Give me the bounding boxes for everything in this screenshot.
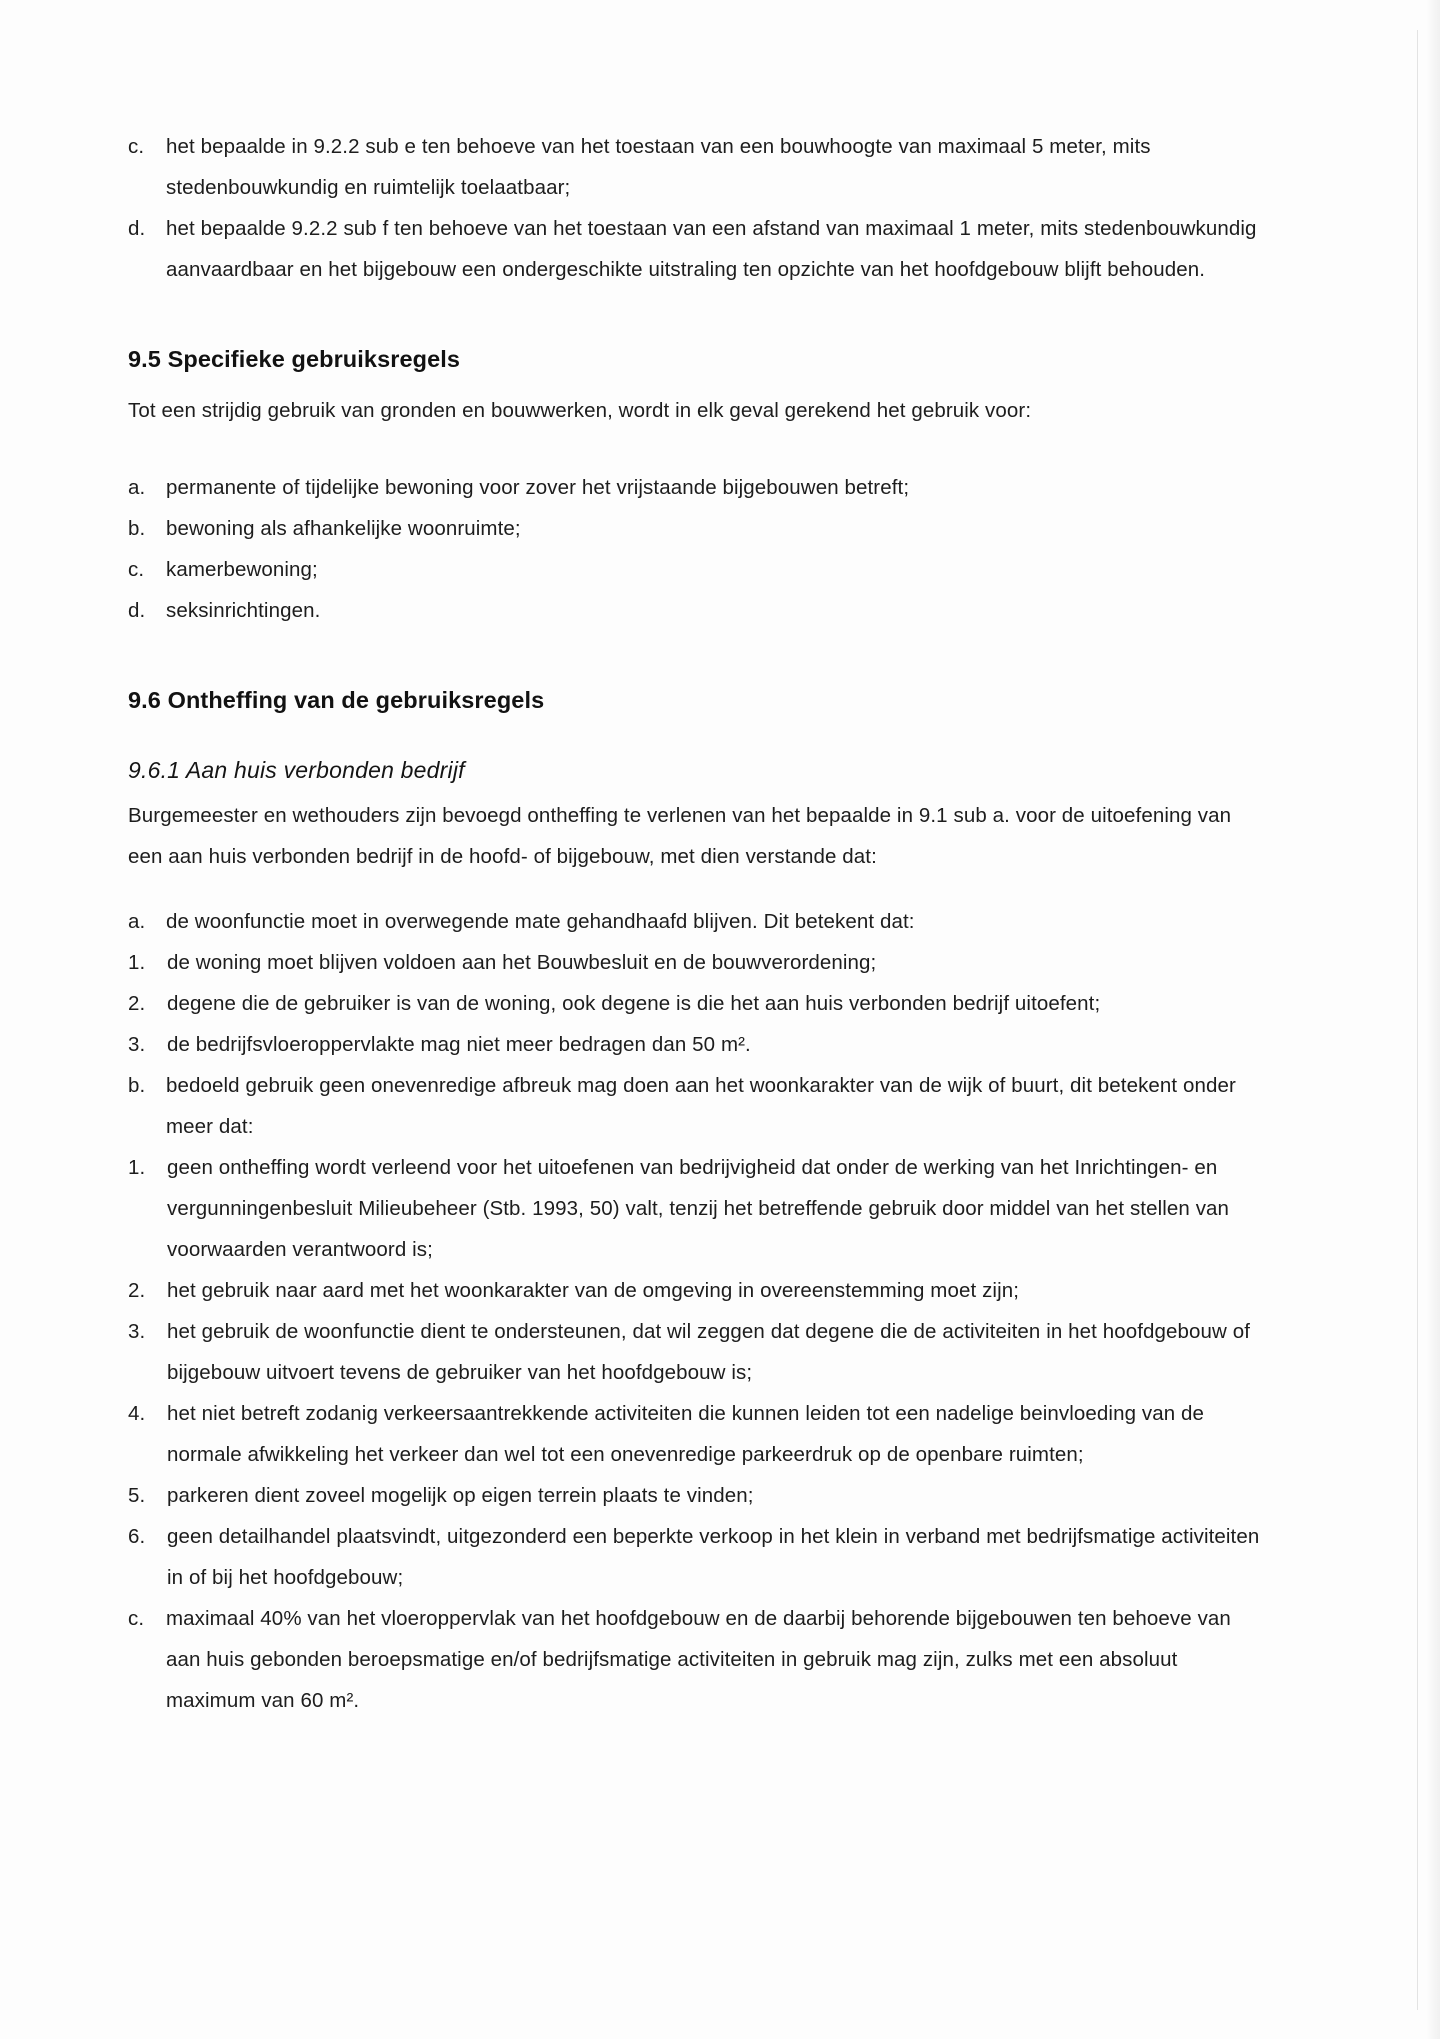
list-item-text: het gebruik de woonfunctie dient te ondersteunen, dat wil zeggen dat degene die de activiteiten in het hoofdgebouw of bijgebouw uitvoert tevens de gebruiker van het hoofdgebouw is; (167, 1320, 1251, 1384)
list-item-text: geen detailhandel plaatsvindt, uitgezonderd een beperkte verkoop in het klein in verband met bedrijfsmatige activiteiten in of bij het hoofdgebouw; (167, 1525, 1260, 1589)
subsection-heading-9-6-1: 9.6.1 Aan huis verbonden bedrijf (128, 757, 465, 783)
list-item (128, 1270, 1268, 1311)
list-item-text: seksinrichtingen. (166, 599, 321, 622)
list-item-text: kamerbewoning; (166, 558, 318, 581)
spacer (128, 717, 1268, 753)
list-marker: a. (128, 910, 146, 933)
list-item-text: parkeren dient zoveel mogelijk op eigen terrein plaats te vinden; (167, 1484, 754, 1507)
nested-list-container (128, 1147, 1268, 1598)
list-marker: 4. (128, 1402, 146, 1425)
spacer (128, 290, 1268, 342)
list-item (128, 467, 1268, 508)
list-marker: 2. (128, 992, 146, 1015)
list-item-text: degene die de gebruiker is van de woning, ook degene is die het aan huis verbonden bedrijf uitoefent; (167, 992, 1101, 1015)
list-item (128, 590, 1268, 631)
section-9-5-list (128, 467, 1268, 631)
list-item (128, 901, 1268, 942)
list-marker: c. (128, 558, 145, 581)
list-marker: 6. (128, 1525, 146, 1548)
list-item-text: de bedrijfsvloeroppervlakte mag niet meer bedragen dan 50 m². (167, 1033, 751, 1056)
section-heading-9-6: 9.6 Ontheffing van de gebruiksregels (128, 687, 545, 713)
subsection-9-6-1-intro: Burgemeester en wethouders zijn bevoegd ontheffing te verlenen van het bepaalde in 9.1 sub a. voor de uitoefening van een aan huis verbonden bedrijf in de hoofd- of bijgebouw, met dien verstande dat: (128, 804, 1232, 868)
list-marker: 2. (128, 1279, 146, 1302)
scan-edge-line (1417, 30, 1418, 2010)
list-item (128, 1147, 1268, 1270)
list-item (128, 1475, 1268, 1516)
list-marker: d. (128, 599, 146, 622)
list-item (128, 508, 1268, 549)
nested-list-container (128, 942, 1268, 1065)
list-item-text: bewoning als afhankelijke woonruimte; (166, 517, 521, 540)
list-marker: c. (128, 1607, 145, 1630)
list-item (128, 549, 1268, 590)
list-item-text: het bepaalde in 9.2.2 sub e ten behoeve van het toestaan van een bouwhoogte van maximaal 5 meter, mits stedenbouwkundig en ruimtelijk toelaatbaar; (166, 135, 1151, 199)
list-item (128, 983, 1268, 1024)
nested-list (128, 942, 1268, 1065)
list-item-text: het niet betreft zodanig verkeersaantrekkende activiteiten die kunnen leiden tot een nadelige beinvloeding van de normale afwikkeling het verkeer dan wel tot een onevenredige parkeerdruk op de openbare ruimten; (167, 1402, 1205, 1466)
spacer (128, 376, 1268, 390)
list-item (128, 1024, 1268, 1065)
list-item-text: permanente of tijdelijke bewoning voor zover het vrijstaande bijgebouwen betreft; (166, 476, 910, 499)
list-item (128, 1598, 1268, 1721)
list-marker: 3. (128, 1320, 146, 1343)
section-9-5-intro: Tot een strijdig gebruik van gronden en bouwwerken, wordt in elk geval gerekend het gebruik voor: (128, 399, 1032, 422)
list-marker: 5. (128, 1484, 146, 1507)
list-item (128, 126, 1268, 208)
list-marker: 1. (128, 1156, 146, 1179)
list-item (128, 942, 1268, 983)
list-item (128, 1516, 1268, 1598)
list-marker: b. (128, 517, 146, 540)
list-marker: c. (128, 135, 145, 158)
subsection-9-6-1-list (128, 901, 1268, 1721)
list-marker: 1. (128, 951, 146, 974)
list-item-text: het bepaalde 9.2.2 sub f ten behoeve van het toestaan van een afstand van maximaal 1 meter, mits stedenbouwkundig aanvaardbaar en het bijgebouw een ondergeschikte uitstraling ten opzichte van het hoofdgebouw blijft behouden. (166, 217, 1257, 281)
scan-edge-shadow (1426, 0, 1440, 2039)
spacer (128, 631, 1268, 683)
spacer (128, 431, 1268, 467)
list-marker: 3. (128, 1033, 146, 1056)
list-item-text: de woning moet blijven voldoen aan het Bouwbesluit en de bouwverordening; (167, 951, 877, 974)
list-marker: b. (128, 1074, 146, 1097)
list-item (128, 1311, 1268, 1393)
list-item (128, 208, 1268, 290)
list-item-text: het gebruik naar aard met het woonkarakter van de omgeving in overeenstemming moet zijn; (167, 1279, 1020, 1302)
list-item (128, 1065, 1268, 1147)
list-item (128, 1393, 1268, 1475)
spacer (128, 787, 1268, 795)
nested-list (128, 1147, 1268, 1598)
list-item-text: maximaal 40% van het vloeroppervlak van het hoofdgebouw en de daarbij behorende bijgebouwen ten behoeve van aan huis gebonden beroepsmatige en/of bedrijfsmatige activiteiten in gebruik mag zijn, zulks met een absoluut maximum van 60 m². (166, 1607, 1231, 1712)
list-marker: d. (128, 217, 146, 240)
spacer (128, 877, 1268, 901)
section-heading-9-5: 9.5 Specifieke gebruiksregels (128, 346, 461, 372)
intro-continuation-list (128, 126, 1268, 290)
list-item-text: de woonfunctie moet in overwegende mate gehandhaafd blijven. Dit betekent dat: (166, 910, 915, 933)
document-body (128, 126, 1268, 1721)
list-item-text: geen ontheffing wordt verleend voor het uitoefenen van bedrijvigheid dat onder de werking van het Inrichtingen- en vergunningenbesluit Milieubeheer (Stb. 1993, 50) valt, tenzij het betreffende gebruik door middel van het stellen van voorwaarden verantwoord is; (167, 1156, 1230, 1261)
list-marker: a. (128, 476, 146, 499)
list-item-text: bedoeld gebruik geen onevenredige afbreuk mag doen aan het woonkarakter van de wijk of buurt, dit betekent onder meer dat: (166, 1074, 1236, 1138)
